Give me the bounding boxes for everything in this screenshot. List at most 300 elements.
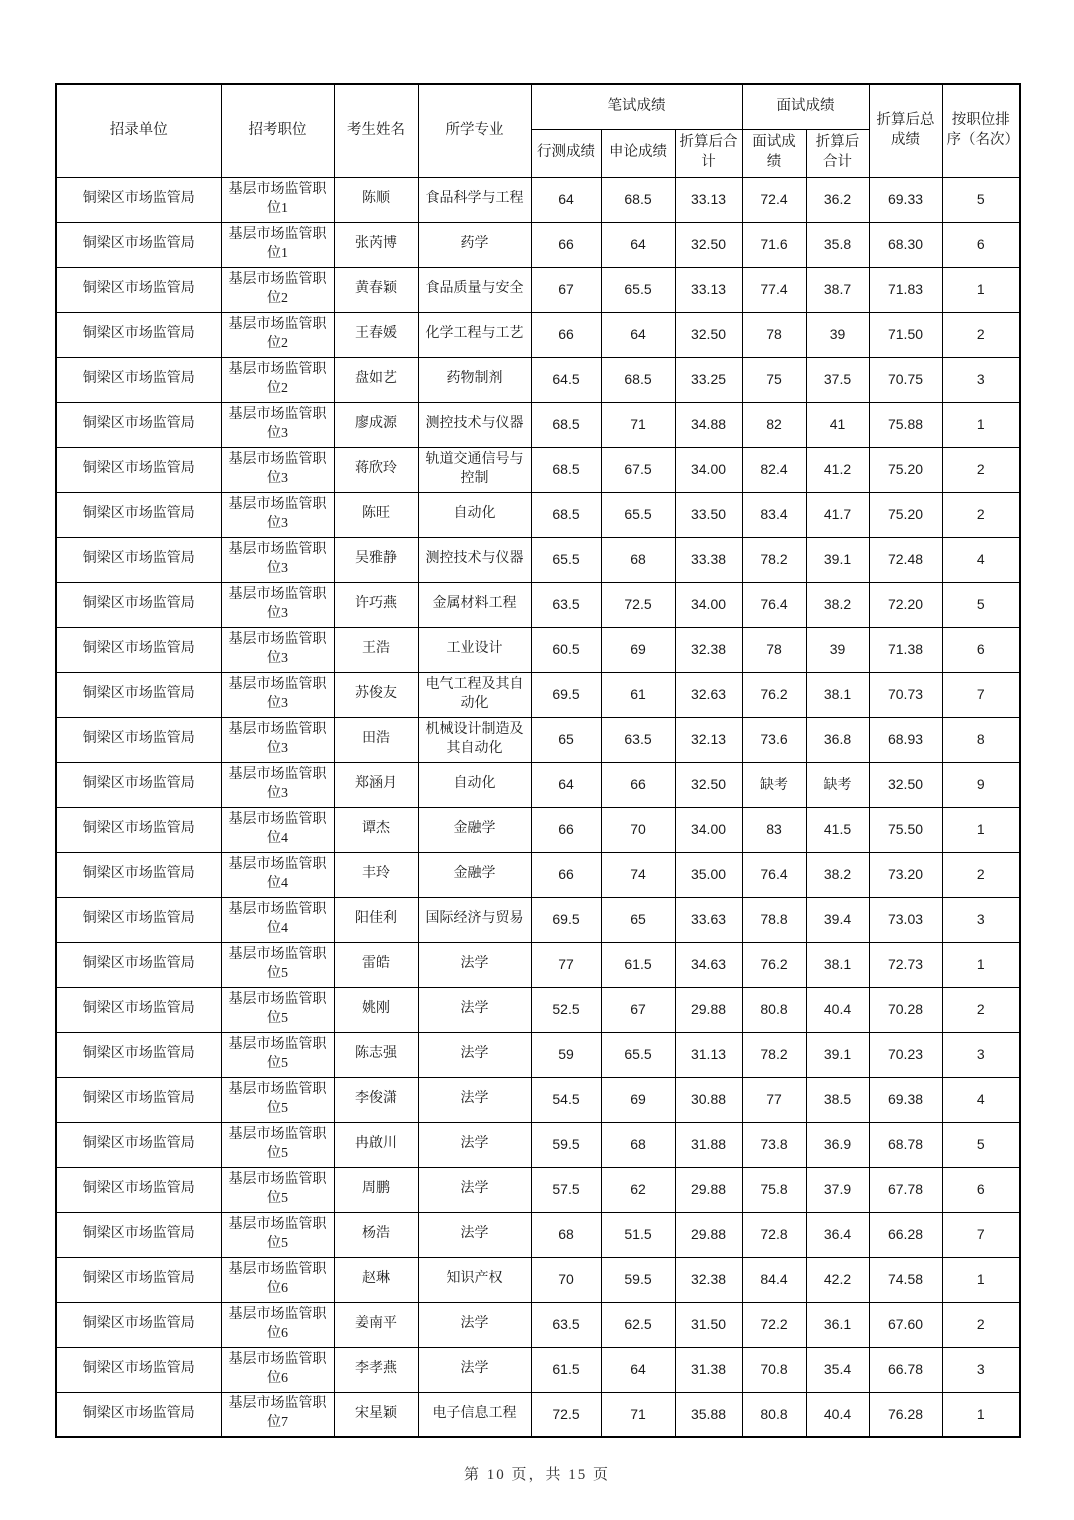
cell-candidate-name: 陈志强 xyxy=(334,1032,418,1077)
cell-total-converted: 68.30 xyxy=(869,222,942,267)
cell-position: 基层市场监管职位5 xyxy=(221,1032,334,1077)
table-row xyxy=(56,852,1020,897)
table-row xyxy=(56,312,1020,357)
cell-major: 食品科学与工程 xyxy=(418,177,531,222)
cell-major: 药学 xyxy=(418,222,531,267)
cell-xingce-score: 77 xyxy=(531,942,601,987)
table-row xyxy=(56,537,1020,582)
cell-unit: 铜梁区市场监管局 xyxy=(56,1077,221,1122)
cell-candidate-name: 王春媛 xyxy=(334,312,418,357)
cell-candidate-name: 宋星颖 xyxy=(334,1392,418,1437)
cell-position: 基层市场监管职位4 xyxy=(221,852,334,897)
cell-unit: 铜梁区市场监管局 xyxy=(56,942,221,987)
cell-interview-score: 76.2 xyxy=(742,672,806,717)
cell-shenlun-score: 68.5 xyxy=(601,177,675,222)
cell-shenlun-score: 68.5 xyxy=(601,357,675,402)
header-interview-group: 面试成绩 xyxy=(742,84,869,129)
cell-interview-converted: 35.8 xyxy=(806,222,869,267)
cell-unit: 铜梁区市场监管局 xyxy=(56,267,221,312)
cell-rank: 3 xyxy=(942,1347,1020,1392)
cell-position: 基层市场监管职位4 xyxy=(221,807,334,852)
cell-major: 测控技术与仪器 xyxy=(418,402,531,447)
cell-major: 金融学 xyxy=(418,807,531,852)
cell-total-converted: 72.48 xyxy=(869,537,942,582)
cell-xingce-score: 64 xyxy=(531,177,601,222)
cell-unit: 铜梁区市场监管局 xyxy=(56,627,221,672)
cell-written-converted: 33.50 xyxy=(675,492,742,537)
cell-major: 法学 xyxy=(418,942,531,987)
table-row xyxy=(56,897,1020,942)
cell-xingce-score: 66 xyxy=(531,807,601,852)
cell-interview-converted: 39.1 xyxy=(806,1032,869,1077)
cell-interview-converted: 40.4 xyxy=(806,987,869,1032)
cell-unit: 铜梁区市场监管局 xyxy=(56,987,221,1032)
cell-candidate-name: 雷皓 xyxy=(334,942,418,987)
cell-written-converted: 34.00 xyxy=(675,447,742,492)
cell-shenlun-score: 71 xyxy=(601,402,675,447)
cell-xingce-score: 63.5 xyxy=(531,582,601,627)
header-written-xingce: 行测成绩 xyxy=(531,129,601,177)
cell-interview-converted: 42.2 xyxy=(806,1257,869,1302)
table-row xyxy=(56,1032,1020,1077)
cell-rank: 7 xyxy=(942,672,1020,717)
cell-interview-score: 82.4 xyxy=(742,447,806,492)
cell-unit: 铜梁区市场监管局 xyxy=(56,897,221,942)
header-unit: 招录单位 xyxy=(56,84,221,177)
cell-shenlun-score: 67.5 xyxy=(601,447,675,492)
cell-xingce-score: 64 xyxy=(531,762,601,807)
cell-unit: 铜梁区市场监管局 xyxy=(56,1032,221,1077)
header-total-converted: 折算后总成绩 xyxy=(869,84,942,177)
cell-xingce-score: 63.5 xyxy=(531,1302,601,1347)
cell-unit: 铜梁区市场监管局 xyxy=(56,582,221,627)
cell-position: 基层市场监管职位1 xyxy=(221,222,334,267)
cell-rank: 5 xyxy=(942,177,1020,222)
cell-interview-converted: 40.4 xyxy=(806,1392,869,1437)
cell-rank: 3 xyxy=(942,1032,1020,1077)
cell-written-converted: 29.88 xyxy=(675,987,742,1032)
cell-shenlun-score: 67 xyxy=(601,987,675,1032)
cell-position: 基层市场监管职位6 xyxy=(221,1257,334,1302)
cell-major: 食品质量与安全 xyxy=(418,267,531,312)
cell-position: 基层市场监管职位5 xyxy=(221,987,334,1032)
cell-shenlun-score: 64 xyxy=(601,312,675,357)
cell-rank: 6 xyxy=(942,627,1020,672)
header-row-groups xyxy=(56,84,1020,129)
cell-interview-converted: 41 xyxy=(806,402,869,447)
cell-interview-score: 84.4 xyxy=(742,1257,806,1302)
cell-interview-converted: 38.7 xyxy=(806,267,869,312)
cell-shenlun-score: 61.5 xyxy=(601,942,675,987)
table-row xyxy=(56,807,1020,852)
cell-major: 金融学 xyxy=(418,852,531,897)
cell-major: 法学 xyxy=(418,1032,531,1077)
table-row xyxy=(56,1167,1020,1212)
cell-written-converted: 32.50 xyxy=(675,312,742,357)
cell-total-converted: 75.20 xyxy=(869,492,942,537)
cell-interview-score: 78.8 xyxy=(742,897,806,942)
cell-rank: 2 xyxy=(942,852,1020,897)
cell-xingce-score: 66 xyxy=(531,312,601,357)
cell-written-converted: 33.13 xyxy=(675,177,742,222)
cell-shenlun-score: 65 xyxy=(601,897,675,942)
cell-position: 基层市场监管职位3 xyxy=(221,537,334,582)
cell-candidate-name: 李俊潇 xyxy=(334,1077,418,1122)
cell-rank: 1 xyxy=(942,807,1020,852)
cell-xingce-score: 60.5 xyxy=(531,627,601,672)
cell-candidate-name: 苏俊友 xyxy=(334,672,418,717)
cell-interview-converted: 41.7 xyxy=(806,492,869,537)
cell-major: 法学 xyxy=(418,1077,531,1122)
cell-total-converted: 71.83 xyxy=(869,267,942,312)
cell-unit: 铜梁区市场监管局 xyxy=(56,312,221,357)
cell-major: 法学 xyxy=(418,987,531,1032)
cell-position: 基层市场监管职位5 xyxy=(221,1077,334,1122)
cell-xingce-score: 67 xyxy=(531,267,601,312)
cell-position: 基层市场监管职位7 xyxy=(221,1392,334,1437)
cell-total-converted: 72.73 xyxy=(869,942,942,987)
cell-xingce-score: 66 xyxy=(531,852,601,897)
cell-position: 基层市场监管职位6 xyxy=(221,1347,334,1392)
cell-xingce-score: 54.5 xyxy=(531,1077,601,1122)
cell-written-converted: 34.88 xyxy=(675,402,742,447)
table-row xyxy=(56,762,1020,807)
cell-written-converted: 35.00 xyxy=(675,852,742,897)
cell-total-converted: 71.38 xyxy=(869,627,942,672)
cell-shenlun-score: 63.5 xyxy=(601,717,675,762)
cell-interview-converted: 38.5 xyxy=(806,1077,869,1122)
cell-rank: 1 xyxy=(942,267,1020,312)
cell-unit: 铜梁区市场监管局 xyxy=(56,177,221,222)
table-row xyxy=(56,1122,1020,1167)
cell-total-converted: 70.75 xyxy=(869,357,942,402)
cell-written-converted: 31.88 xyxy=(675,1122,742,1167)
cell-xingce-score: 68.5 xyxy=(531,447,601,492)
cell-position: 基层市场监管职位2 xyxy=(221,267,334,312)
cell-shenlun-score: 71 xyxy=(601,1392,675,1437)
cell-rank: 2 xyxy=(942,1302,1020,1347)
cell-position: 基层市场监管职位5 xyxy=(221,942,334,987)
cell-candidate-name: 阳佳利 xyxy=(334,897,418,942)
table-header xyxy=(56,84,1020,177)
cell-total-converted: 73.03 xyxy=(869,897,942,942)
cell-xingce-score: 52.5 xyxy=(531,987,601,1032)
cell-major: 药物制剂 xyxy=(418,357,531,402)
cell-interview-score: 75.8 xyxy=(742,1167,806,1212)
cell-candidate-name: 王浩 xyxy=(334,627,418,672)
cell-total-converted: 71.50 xyxy=(869,312,942,357)
table-row xyxy=(56,1212,1020,1257)
cell-major: 自动化 xyxy=(418,762,531,807)
cell-written-converted: 31.50 xyxy=(675,1302,742,1347)
table-row xyxy=(56,672,1020,717)
table-row xyxy=(56,1302,1020,1347)
cell-interview-score: 76.4 xyxy=(742,582,806,627)
cell-major: 知识产权 xyxy=(418,1257,531,1302)
table-row xyxy=(56,267,1020,312)
cell-xingce-score: 66 xyxy=(531,222,601,267)
cell-unit: 铜梁区市场监管局 xyxy=(56,1167,221,1212)
cell-interview-score: 77 xyxy=(742,1077,806,1122)
cell-total-converted: 68.78 xyxy=(869,1122,942,1167)
cell-shenlun-score: 69 xyxy=(601,627,675,672)
cell-interview-score: 77.4 xyxy=(742,267,806,312)
cell-interview-score: 76.2 xyxy=(742,942,806,987)
cell-rank: 3 xyxy=(942,897,1020,942)
cell-interview-score: 78 xyxy=(742,312,806,357)
cell-position: 基层市场监管职位3 xyxy=(221,627,334,672)
cell-position: 基层市场监管职位5 xyxy=(221,1167,334,1212)
cell-candidate-name: 田浩 xyxy=(334,717,418,762)
cell-written-converted: 29.88 xyxy=(675,1212,742,1257)
cell-interview-score: 71.6 xyxy=(742,222,806,267)
cell-total-converted: 75.88 xyxy=(869,402,942,447)
cell-candidate-name: 杨浩 xyxy=(334,1212,418,1257)
cell-rank: 6 xyxy=(942,1167,1020,1212)
cell-candidate-name: 赵琳 xyxy=(334,1257,418,1302)
cell-interview-score: 76.4 xyxy=(742,852,806,897)
cell-written-converted: 35.88 xyxy=(675,1392,742,1437)
cell-unit: 铜梁区市场监管局 xyxy=(56,1212,221,1257)
cell-position: 基层市场监管职位1 xyxy=(221,177,334,222)
cell-rank: 5 xyxy=(942,582,1020,627)
table-row xyxy=(56,357,1020,402)
cell-xingce-score: 72.5 xyxy=(531,1392,601,1437)
cell-candidate-name: 李孝燕 xyxy=(334,1347,418,1392)
cell-interview-converted: 37.5 xyxy=(806,357,869,402)
cell-interview-score: 82 xyxy=(742,402,806,447)
cell-interview-score: 73.6 xyxy=(742,717,806,762)
cell-position: 基层市场监管职位3 xyxy=(221,582,334,627)
cell-total-converted: 75.20 xyxy=(869,447,942,492)
cell-xingce-score: 65.5 xyxy=(531,537,601,582)
cell-interview-score: 80.8 xyxy=(742,1392,806,1437)
cell-candidate-name: 谭杰 xyxy=(334,807,418,852)
cell-shenlun-score: 68 xyxy=(601,1122,675,1167)
cell-rank: 1 xyxy=(942,1257,1020,1302)
header-candidate-name: 考生姓名 xyxy=(334,84,418,177)
table-row xyxy=(56,717,1020,762)
cell-candidate-name: 廖成源 xyxy=(334,402,418,447)
cell-written-converted: 29.88 xyxy=(675,1167,742,1212)
cell-xingce-score: 68.5 xyxy=(531,492,601,537)
cell-interview-converted: 39.1 xyxy=(806,537,869,582)
cell-major: 工业设计 xyxy=(418,627,531,672)
cell-shenlun-score: 62.5 xyxy=(601,1302,675,1347)
cell-xingce-score: 61.5 xyxy=(531,1347,601,1392)
cell-total-converted: 73.20 xyxy=(869,852,942,897)
header-written-group: 笔试成绩 xyxy=(531,84,742,129)
cell-candidate-name: 蒋欣玲 xyxy=(334,447,418,492)
cell-rank: 1 xyxy=(942,402,1020,447)
cell-xingce-score: 59.5 xyxy=(531,1122,601,1167)
cell-major: 法学 xyxy=(418,1212,531,1257)
cell-interview-converted: 36.4 xyxy=(806,1212,869,1257)
cell-shenlun-score: 65.5 xyxy=(601,267,675,312)
cell-major: 化学工程与工艺 xyxy=(418,312,531,357)
cell-interview-score: 70.8 xyxy=(742,1347,806,1392)
cell-written-converted: 33.13 xyxy=(675,267,742,312)
cell-xingce-score: 57.5 xyxy=(531,1167,601,1212)
cell-rank: 3 xyxy=(942,357,1020,402)
cell-total-converted: 66.78 xyxy=(869,1347,942,1392)
cell-xingce-score: 65 xyxy=(531,717,601,762)
cell-unit: 铜梁区市场监管局 xyxy=(56,447,221,492)
cell-position: 基层市场监管职位2 xyxy=(221,312,334,357)
table-row xyxy=(56,222,1020,267)
cell-shenlun-score: 69 xyxy=(601,1077,675,1122)
cell-unit: 铜梁区市场监管局 xyxy=(56,492,221,537)
cell-total-converted: 32.50 xyxy=(869,762,942,807)
cell-major: 机械设计制造及其自动化 xyxy=(418,717,531,762)
cell-interview-score: 78.2 xyxy=(742,537,806,582)
cell-written-converted: 31.38 xyxy=(675,1347,742,1392)
table-row xyxy=(56,402,1020,447)
cell-interview-score: 72.2 xyxy=(742,1302,806,1347)
cell-shenlun-score: 72.5 xyxy=(601,582,675,627)
cell-unit: 铜梁区市场监管局 xyxy=(56,537,221,582)
cell-rank: 8 xyxy=(942,717,1020,762)
table-row xyxy=(56,987,1020,1032)
cell-unit: 铜梁区市场监管局 xyxy=(56,717,221,762)
cell-total-converted: 67.78 xyxy=(869,1167,942,1212)
cell-position: 基层市场监管职位2 xyxy=(221,357,334,402)
cell-unit: 铜梁区市场监管局 xyxy=(56,672,221,717)
cell-unit: 铜梁区市场监管局 xyxy=(56,807,221,852)
cell-major: 轨道交通信号与控制 xyxy=(418,447,531,492)
cell-interview-converted: 39.4 xyxy=(806,897,869,942)
cell-rank: 4 xyxy=(942,1077,1020,1122)
cell-xingce-score: 59 xyxy=(531,1032,601,1077)
cell-interview-score: 78 xyxy=(742,627,806,672)
table-row xyxy=(56,447,1020,492)
cell-shenlun-score: 51.5 xyxy=(601,1212,675,1257)
cell-candidate-name: 盘如艺 xyxy=(334,357,418,402)
cell-interview-converted: 35.4 xyxy=(806,1347,869,1392)
cell-major: 测控技术与仪器 xyxy=(418,537,531,582)
cell-interview-score: 75 xyxy=(742,357,806,402)
table-row xyxy=(56,627,1020,672)
page-number: 第 10 页，共 15 页 xyxy=(463,1467,610,1483)
cell-rank: 1 xyxy=(942,1392,1020,1437)
cell-written-converted: 34.00 xyxy=(675,807,742,852)
cell-written-converted: 32.63 xyxy=(675,672,742,717)
cell-interview-score: 83 xyxy=(742,807,806,852)
cell-rank: 9 xyxy=(942,762,1020,807)
cell-position: 基层市场监管职位3 xyxy=(221,492,334,537)
cell-unit: 铜梁区市场监管局 xyxy=(56,1302,221,1347)
cell-position: 基层市场监管职位3 xyxy=(221,762,334,807)
cell-unit: 铜梁区市场监管局 xyxy=(56,852,221,897)
cell-interview-converted: 39 xyxy=(806,627,869,672)
cell-candidate-name: 姜南平 xyxy=(334,1302,418,1347)
cell-rank: 1 xyxy=(942,942,1020,987)
cell-total-converted: 69.33 xyxy=(869,177,942,222)
cell-written-converted: 32.50 xyxy=(675,222,742,267)
cell-unit: 铜梁区市场监管局 xyxy=(56,222,221,267)
cell-candidate-name: 丰玲 xyxy=(334,852,418,897)
cell-candidate-name: 冉啟川 xyxy=(334,1122,418,1167)
cell-unit: 铜梁区市场监管局 xyxy=(56,762,221,807)
header-written-converted: 折算后合计 xyxy=(675,129,742,177)
cell-candidate-name: 黄春颖 xyxy=(334,267,418,312)
cell-position: 基层市场监管职位3 xyxy=(221,447,334,492)
cell-written-converted: 34.63 xyxy=(675,942,742,987)
cell-written-converted: 33.63 xyxy=(675,897,742,942)
cell-xingce-score: 69.5 xyxy=(531,672,601,717)
cell-major: 电子信息工程 xyxy=(418,1392,531,1437)
cell-interview-converted: 36.8 xyxy=(806,717,869,762)
cell-candidate-name: 陈旺 xyxy=(334,492,418,537)
cell-interview-converted: 36.9 xyxy=(806,1122,869,1167)
cell-xingce-score: 64.5 xyxy=(531,357,601,402)
cell-interview-converted: 36.1 xyxy=(806,1302,869,1347)
cell-rank: 4 xyxy=(942,537,1020,582)
cell-shenlun-score: 74 xyxy=(601,852,675,897)
cell-shenlun-score: 70 xyxy=(601,807,675,852)
cell-position: 基层市场监管职位4 xyxy=(221,897,334,942)
cell-rank: 7 xyxy=(942,1212,1020,1257)
cell-major: 法学 xyxy=(418,1122,531,1167)
cell-written-converted: 32.13 xyxy=(675,717,742,762)
cell-interview-converted: 37.9 xyxy=(806,1167,869,1212)
cell-written-converted: 34.00 xyxy=(675,582,742,627)
cell-shenlun-score: 64 xyxy=(601,222,675,267)
cell-major: 法学 xyxy=(418,1167,531,1212)
cell-total-converted: 70.73 xyxy=(869,672,942,717)
cell-xingce-score: 68 xyxy=(531,1212,601,1257)
score-table xyxy=(55,83,1021,1438)
cell-unit: 铜梁区市场监管局 xyxy=(56,402,221,447)
cell-position: 基层市场监管职位5 xyxy=(221,1122,334,1167)
cell-written-converted: 30.88 xyxy=(675,1077,742,1122)
cell-candidate-name: 吴雅静 xyxy=(334,537,418,582)
cell-total-converted: 75.50 xyxy=(869,807,942,852)
cell-interview-converted: 39 xyxy=(806,312,869,357)
cell-total-converted: 67.60 xyxy=(869,1302,942,1347)
cell-major: 金属材料工程 xyxy=(418,582,531,627)
cell-interview-score: 80.8 xyxy=(742,987,806,1032)
cell-interview-converted: 缺考 xyxy=(806,762,869,807)
cell-total-converted: 69.38 xyxy=(869,1077,942,1122)
cell-total-converted: 70.28 xyxy=(869,987,942,1032)
cell-total-converted: 68.93 xyxy=(869,717,942,762)
table-row xyxy=(56,582,1020,627)
table-row xyxy=(56,942,1020,987)
header-interview-converted: 折算后合计 xyxy=(806,129,869,177)
cell-position: 基层市场监管职位3 xyxy=(221,402,334,447)
header-interview-score: 面试成绩 xyxy=(742,129,806,177)
cell-interview-converted: 36.2 xyxy=(806,177,869,222)
cell-rank: 2 xyxy=(942,447,1020,492)
cell-rank: 6 xyxy=(942,222,1020,267)
cell-shenlun-score: 59.5 xyxy=(601,1257,675,1302)
header-rank: 按职位排序（名次） xyxy=(942,84,1020,177)
cell-candidate-name: 陈顺 xyxy=(334,177,418,222)
cell-interview-converted: 38.2 xyxy=(806,582,869,627)
cell-interview-score: 83.4 xyxy=(742,492,806,537)
cell-shenlun-score: 68 xyxy=(601,537,675,582)
cell-position: 基层市场监管职位6 xyxy=(221,1302,334,1347)
cell-xingce-score: 69.5 xyxy=(531,897,601,942)
cell-unit: 铜梁区市场监管局 xyxy=(56,1122,221,1167)
cell-major: 法学 xyxy=(418,1347,531,1392)
table-row xyxy=(56,1077,1020,1122)
cell-interview-converted: 41.2 xyxy=(806,447,869,492)
cell-shenlun-score: 62 xyxy=(601,1167,675,1212)
cell-written-converted: 33.38 xyxy=(675,537,742,582)
cell-shenlun-score: 65.5 xyxy=(601,492,675,537)
